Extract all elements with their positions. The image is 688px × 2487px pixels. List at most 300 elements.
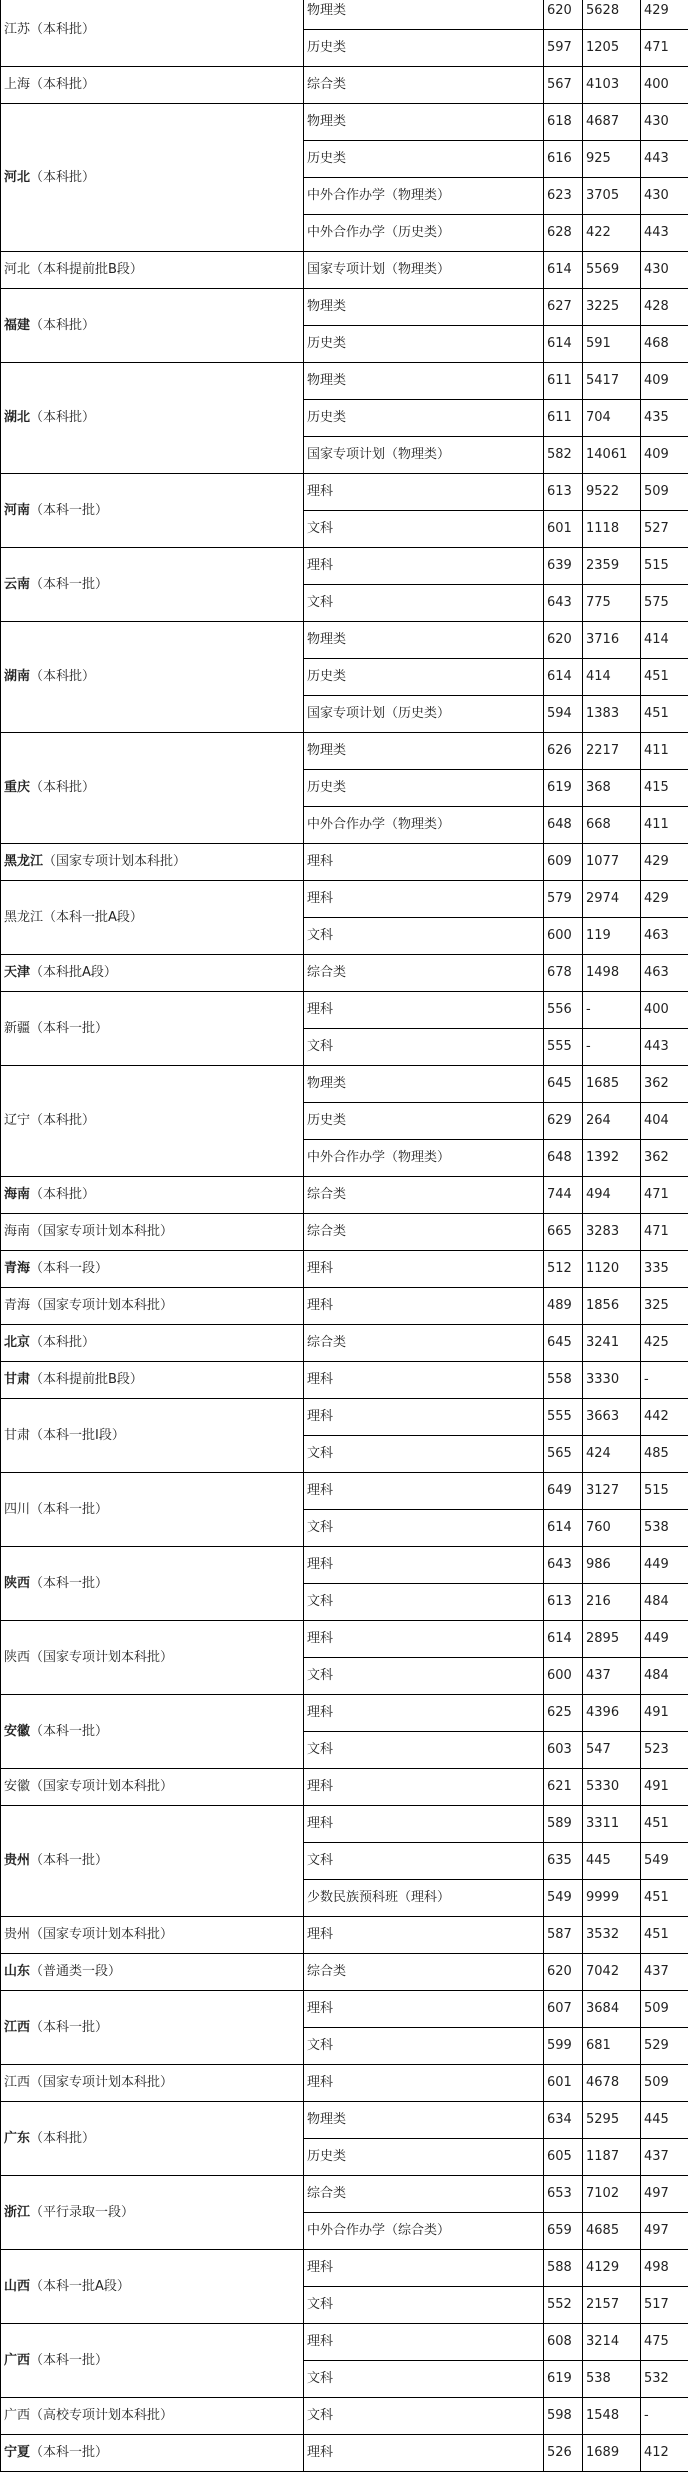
- score-cell: 643: [544, 585, 583, 622]
- batch-label: （本科一批）: [30, 1723, 109, 1739]
- category-cell: 文科: [304, 1029, 544, 1066]
- control-line-cell: 517: [641, 2287, 688, 2324]
- category-cell: 理科: [304, 548, 544, 585]
- score-cell: 635: [544, 1843, 583, 1880]
- rank-cell: 760: [583, 1510, 641, 1547]
- category-cell: 理科: [304, 1806, 544, 1843]
- score-cell: 634: [544, 2102, 583, 2139]
- province-name: 广东: [4, 2130, 31, 2146]
- rank-cell: 5330: [583, 1769, 641, 1806]
- rank-cell: 119: [583, 918, 641, 955]
- rank-cell: 5628: [583, 0, 641, 30]
- score-cell: 600: [544, 1658, 583, 1695]
- rank-cell: 3684: [583, 1991, 641, 2028]
- province-cell: [1, 955, 304, 992]
- province-cell: [1, 1547, 304, 1621]
- control-line-cell: 523: [641, 1732, 688, 1769]
- table-row: [1, 1214, 688, 1251]
- province-cell: [1, 2065, 304, 2102]
- score-cell: 665: [544, 1214, 583, 1251]
- province-cell: [1, 1954, 304, 1991]
- table-row: [1, 2250, 688, 2287]
- rank-cell: 422: [583, 215, 641, 252]
- batch-label: （本科一批）: [30, 1853, 109, 1868]
- batch-label: 四川（本科一批）: [4, 1501, 109, 1517]
- province-cell: [1, 1621, 304, 1695]
- category-cell: 历史类: [304, 141, 544, 178]
- control-line-cell: 484: [641, 1584, 688, 1621]
- category-cell: 理科: [304, 1362, 544, 1399]
- score-cell: 621: [544, 1769, 583, 1806]
- table-row: [1, 1769, 688, 1806]
- province-cell: [1, 474, 304, 548]
- batch-label: （本科提前批B段）: [30, 1372, 143, 1387]
- score-cell: 620: [544, 1954, 583, 1991]
- province-cell: [1, 1991, 304, 2065]
- category-cell: 物理类: [304, 363, 544, 400]
- province-cell: [1, 2102, 304, 2176]
- rank-cell: 1685: [583, 1066, 641, 1103]
- category-cell: 文科: [304, 2287, 544, 2324]
- rank-cell: 2895: [583, 1621, 641, 1658]
- table-row: [1, 2176, 688, 2213]
- category-cell: 综合类: [304, 1325, 544, 1362]
- category-cell: 物理类: [304, 622, 544, 659]
- batch-label: （本科一段）: [30, 1261, 109, 1276]
- control-line-cell: 515: [641, 1473, 688, 1510]
- batch-label: （本科批）: [30, 410, 96, 425]
- category-cell: 国家专项计划（历史类）: [304, 696, 544, 733]
- category-cell: 理科: [304, 1288, 544, 1325]
- control-line-cell: 532: [641, 2361, 688, 2398]
- province-cell: [1, 1214, 304, 1251]
- control-line-cell: 411: [641, 807, 688, 844]
- rank-cell: 2974: [583, 881, 641, 918]
- rank-cell: 414: [583, 659, 641, 696]
- control-line-cell: 362: [641, 1066, 688, 1103]
- category-cell: 文科: [304, 1732, 544, 1769]
- category-cell: 物理类: [304, 1066, 544, 1103]
- control-line-cell: 451: [641, 1806, 688, 1843]
- control-line-cell: 451: [641, 1917, 688, 1954]
- rank-cell: 264: [583, 1103, 641, 1140]
- category-cell: 国家专项计划（物理类）: [304, 252, 544, 289]
- province-name: 陕西: [4, 1575, 31, 1591]
- province-name: 河南: [4, 502, 31, 518]
- control-line-cell: 471: [641, 30, 688, 67]
- score-cell: 526: [544, 2435, 583, 2472]
- score-cell: 611: [544, 400, 583, 437]
- province-cell: [1, 363, 304, 474]
- batch-label: （本科批）: [30, 1335, 96, 1350]
- control-line-cell: 491: [641, 1695, 688, 1732]
- province-cell: [1, 1251, 304, 1288]
- category-cell: 理科: [304, 2324, 544, 2361]
- table-row: [1, 289, 688, 326]
- rank-cell: 3127: [583, 1473, 641, 1510]
- province-name: 河北: [4, 169, 31, 185]
- category-cell: 物理类: [304, 104, 544, 141]
- table-row: [1, 104, 688, 141]
- table-row: [1, 2435, 688, 2472]
- province-name: 宁夏: [4, 2445, 31, 2460]
- province-cell: [1, 104, 304, 252]
- table-row: [1, 1621, 688, 1658]
- province-name: 山东: [4, 1964, 31, 1979]
- rank-cell: 4678: [583, 2065, 641, 2102]
- score-cell: 619: [544, 2361, 583, 2398]
- table-row: [1, 1251, 688, 1288]
- control-line-cell: 451: [641, 696, 688, 733]
- province-name: 甘肃: [4, 1372, 31, 1387]
- province-cell: [1, 1362, 304, 1399]
- control-line-cell: 575: [641, 585, 688, 622]
- control-line-cell: 509: [641, 474, 688, 511]
- batch-label: （本科一批）: [30, 1575, 109, 1591]
- province-cell: [1, 1325, 304, 1362]
- category-cell: 历史类: [304, 2139, 544, 2176]
- score-cell: 555: [544, 1029, 583, 1066]
- rank-cell: 3214: [583, 2324, 641, 2361]
- rank-cell: 704: [583, 400, 641, 437]
- category-cell: 理科: [304, 1251, 544, 1288]
- category-cell: 历史类: [304, 326, 544, 363]
- province-cell: [1, 2324, 304, 2398]
- rank-cell: 1118: [583, 511, 641, 548]
- batch-label: （本科一批）: [30, 2019, 109, 2035]
- table-row: [1, 67, 688, 104]
- table-row: [1, 1177, 688, 1214]
- score-cell: 639: [544, 548, 583, 585]
- score-cell: 549: [544, 1880, 583, 1917]
- rank-cell: -: [583, 1029, 641, 1066]
- rank-cell: 5295: [583, 2102, 641, 2139]
- control-line-cell: 509: [641, 1991, 688, 2028]
- table-row: [1, 2324, 688, 2361]
- score-cell: 614: [544, 1621, 583, 1658]
- control-line-cell: 430: [641, 252, 688, 289]
- control-line-cell: 468: [641, 326, 688, 363]
- rank-cell: 4129: [583, 2250, 641, 2287]
- category-cell: 理科: [304, 1547, 544, 1584]
- rank-cell: 2217: [583, 733, 641, 770]
- batch-label: （本科批）: [30, 2130, 96, 2146]
- score-cell: 605: [544, 2139, 583, 2176]
- rank-cell: 4687: [583, 104, 641, 141]
- province-cell: [1, 2435, 304, 2472]
- rank-cell: 3241: [583, 1325, 641, 1362]
- category-cell: 中外合作办学（物理类）: [304, 807, 544, 844]
- rank-cell: 547: [583, 1732, 641, 1769]
- table-row: [1, 2398, 688, 2435]
- score-cell: 597: [544, 30, 583, 67]
- category-cell: 理科: [304, 1695, 544, 1732]
- category-cell: 文科: [304, 1658, 544, 1695]
- category-cell: 理科: [304, 474, 544, 511]
- province-name: 浙江: [4, 2204, 31, 2220]
- batch-label: （国家专项计划本科批）: [43, 854, 187, 869]
- table-row: [1, 1288, 688, 1325]
- control-line-cell: 411: [641, 733, 688, 770]
- control-line-cell: 515: [641, 548, 688, 585]
- rank-cell: 3311: [583, 1806, 641, 1843]
- score-cell: 598: [544, 2398, 583, 2435]
- category-cell: 文科: [304, 918, 544, 955]
- category-cell: 物理类: [304, 733, 544, 770]
- batch-label: （平行录取一段）: [30, 2204, 135, 2220]
- score-cell: 512: [544, 1251, 583, 1288]
- control-line-cell: 414: [641, 622, 688, 659]
- control-line-cell: 451: [641, 1880, 688, 1917]
- control-line-cell: 497: [641, 2176, 688, 2213]
- province-cell: [1, 844, 304, 881]
- province-name: 江西: [4, 2019, 31, 2035]
- category-cell: 文科: [304, 585, 544, 622]
- batch-label: 辽宁（本科批）: [4, 1113, 96, 1128]
- score-cell: 620: [544, 622, 583, 659]
- category-cell: 理科: [304, 1917, 544, 1954]
- rank-cell: 925: [583, 141, 641, 178]
- table-row: [1, 1362, 688, 1399]
- score-cell: 628: [544, 215, 583, 252]
- score-cell: 623: [544, 178, 583, 215]
- score-cell: 601: [544, 2065, 583, 2102]
- table-row: [1, 844, 688, 881]
- score-cell: 645: [544, 1325, 583, 1362]
- rank-cell: 591: [583, 326, 641, 363]
- rank-cell: 9522: [583, 474, 641, 511]
- score-cell: 608: [544, 2324, 583, 2361]
- province-cell: [1, 2176, 304, 2250]
- batch-label: （本科一批）: [30, 502, 109, 518]
- category-cell: 文科: [304, 1436, 544, 1473]
- control-line-cell: 400: [641, 992, 688, 1029]
- control-line-cell: 463: [641, 955, 688, 992]
- table-row: [1, 733, 688, 770]
- score-cell: 653: [544, 2176, 583, 2213]
- score-cell: 603: [544, 1732, 583, 1769]
- category-cell: 综合类: [304, 955, 544, 992]
- category-cell: 理科: [304, 2435, 544, 2472]
- control-line-cell: 449: [641, 1547, 688, 1584]
- province-cell: [1, 67, 304, 104]
- control-line-cell: 425: [641, 1325, 688, 1362]
- category-cell: 文科: [304, 2398, 544, 2435]
- control-line-cell: 415: [641, 770, 688, 807]
- category-cell: 理科: [304, 1473, 544, 1510]
- rank-cell: 1120: [583, 1251, 641, 1288]
- category-cell: 文科: [304, 2361, 544, 2398]
- rank-cell: 445: [583, 1843, 641, 1880]
- rank-cell: 3716: [583, 622, 641, 659]
- batch-label: 甘肃（本科一批I段）: [4, 1427, 125, 1443]
- category-cell: 综合类: [304, 67, 544, 104]
- batch-label: 上海（本科批）: [4, 77, 96, 92]
- control-line-cell: 430: [641, 178, 688, 215]
- control-line-cell: 325: [641, 1288, 688, 1325]
- rank-cell: 368: [583, 770, 641, 807]
- rank-cell: 2157: [583, 2287, 641, 2324]
- category-cell: 理科: [304, 2065, 544, 2102]
- control-line-cell: 485: [641, 1436, 688, 1473]
- score-cell: 565: [544, 1436, 583, 1473]
- control-line-cell: 442: [641, 1399, 688, 1436]
- rank-cell: 775: [583, 585, 641, 622]
- province-name: 安徽: [4, 1723, 31, 1739]
- table-row: [1, 363, 688, 400]
- batch-label: 海南（国家专项计划本科批）: [4, 1224, 174, 1239]
- control-line-cell: 475: [641, 2324, 688, 2361]
- score-cell: 626: [544, 733, 583, 770]
- batch-label: 安徽（国家专项计划本科批）: [4, 1779, 174, 1794]
- rank-cell: 3705: [583, 178, 641, 215]
- score-cell: 601: [544, 511, 583, 548]
- category-cell: 理科: [304, 992, 544, 1029]
- score-cell: 744: [544, 1177, 583, 1214]
- category-cell: 物理类: [304, 0, 544, 30]
- category-cell: 中外合作办学（历史类）: [304, 215, 544, 252]
- province-name: 湖南: [4, 669, 31, 684]
- control-line-cell: 484: [641, 1658, 688, 1695]
- score-cell: 629: [544, 1103, 583, 1140]
- score-cell: 594: [544, 696, 583, 733]
- category-cell: 综合类: [304, 1177, 544, 1214]
- batch-label: 江西（国家专项计划本科批）: [4, 2075, 174, 2090]
- control-line-cell: 538: [641, 1510, 688, 1547]
- control-line-cell: 471: [641, 1214, 688, 1251]
- category-cell: 文科: [304, 1843, 544, 1880]
- control-line-cell: 428: [641, 289, 688, 326]
- table-row: [1, 474, 688, 511]
- category-cell: 文科: [304, 511, 544, 548]
- province-name: 青海: [4, 1261, 31, 1276]
- control-line-cell: -: [641, 2398, 688, 2435]
- score-cell: 567: [544, 67, 583, 104]
- table-row: [1, 0, 688, 30]
- score-cell: 643: [544, 1547, 583, 1584]
- rank-cell: 3330: [583, 1362, 641, 1399]
- category-cell: 少数民族预科班（理科）: [304, 1880, 544, 1917]
- score-cell: 609: [544, 844, 583, 881]
- province-cell: [1, 252, 304, 289]
- batch-label: （本科一批）: [30, 576, 109, 592]
- province-cell: [1, 1917, 304, 1954]
- batch-label: （本科批）: [30, 780, 96, 795]
- control-line-cell: 471: [641, 1177, 688, 1214]
- province-cell: [1, 1769, 304, 1806]
- rank-cell: 7102: [583, 2176, 641, 2213]
- table-row: [1, 1917, 688, 1954]
- batch-label: （本科一批A段）: [30, 2278, 130, 2294]
- control-line-cell: 429: [641, 881, 688, 918]
- score-cell: 619: [544, 770, 583, 807]
- category-cell: 文科: [304, 1510, 544, 1547]
- control-line-cell: 362: [641, 1140, 688, 1177]
- score-cell: 659: [544, 2213, 583, 2250]
- score-cell: 620: [544, 0, 583, 30]
- control-line-cell: 449: [641, 1621, 688, 1658]
- category-cell: 物理类: [304, 2102, 544, 2139]
- control-line-cell: 443: [641, 215, 688, 252]
- province-cell: [1, 1806, 304, 1917]
- score-cell: 599: [544, 2028, 583, 2065]
- rank-cell: 1689: [583, 2435, 641, 2472]
- category-cell: 中外合作办学（综合类）: [304, 2213, 544, 2250]
- control-line-cell: 335: [641, 1251, 688, 1288]
- score-cell: 552: [544, 2287, 583, 2324]
- table-row: [1, 1547, 688, 1584]
- table-row: [1, 1806, 688, 1843]
- rank-cell: 4396: [583, 1695, 641, 1732]
- score-cell: 556: [544, 992, 583, 1029]
- rank-cell: 1856: [583, 1288, 641, 1325]
- category-cell: 中外合作办学（物理类）: [304, 178, 544, 215]
- rank-cell: 1383: [583, 696, 641, 733]
- category-cell: 中外合作办学（物理类）: [304, 1140, 544, 1177]
- score-cell: 558: [544, 1362, 583, 1399]
- province-cell: [1, 2398, 304, 2435]
- province-name: 黑龙江: [4, 854, 44, 869]
- category-cell: 综合类: [304, 2176, 544, 2213]
- batch-label: 陕西（国家专项计划本科批）: [4, 1649, 174, 1665]
- score-cell: 614: [544, 252, 583, 289]
- score-cell: 648: [544, 807, 583, 844]
- province-cell: [1, 881, 304, 955]
- batch-label: 黑龙江（本科一批A段）: [4, 909, 143, 925]
- control-line-cell: 527: [641, 511, 688, 548]
- score-cell: 579: [544, 881, 583, 918]
- category-cell: 文科: [304, 1584, 544, 1621]
- province-name: 天津: [4, 965, 31, 980]
- table-row: [1, 881, 688, 918]
- province-cell: [1, 1066, 304, 1177]
- rank-cell: 5417: [583, 363, 641, 400]
- control-line-cell: 437: [641, 1954, 688, 1991]
- table-row: [1, 252, 688, 289]
- province-cell: [1, 1695, 304, 1769]
- table-row: [1, 622, 688, 659]
- score-cell: 645: [544, 1066, 583, 1103]
- table-row: [1, 992, 688, 1029]
- batch-label: 江苏（本科批）: [4, 21, 96, 37]
- score-cell: 614: [544, 659, 583, 696]
- score-cell: 588: [544, 2250, 583, 2287]
- category-cell: 历史类: [304, 659, 544, 696]
- category-cell: 物理类: [304, 289, 544, 326]
- score-cell: 648: [544, 1140, 583, 1177]
- control-line-cell: -: [641, 1362, 688, 1399]
- batch-label: （本科批A段）: [30, 965, 117, 980]
- province-cell: [1, 289, 304, 363]
- control-line-cell: 509: [641, 2065, 688, 2102]
- rank-cell: -: [583, 992, 641, 1029]
- rank-cell: 538: [583, 2361, 641, 2398]
- rank-cell: 5569: [583, 252, 641, 289]
- batch-label: （本科批）: [30, 1187, 96, 1202]
- score-cell: 489: [544, 1288, 583, 1325]
- province-cell: [1, 0, 304, 67]
- rank-cell: 437: [583, 1658, 641, 1695]
- rank-cell: 1498: [583, 955, 641, 992]
- score-cell: 616: [544, 141, 583, 178]
- control-line-cell: 429: [641, 0, 688, 30]
- batch-label: （普通类一段）: [30, 1964, 122, 1979]
- province-cell: [1, 733, 304, 844]
- control-line-cell: 412: [641, 2435, 688, 2472]
- control-line-cell: 443: [641, 141, 688, 178]
- province-name: 福建: [4, 317, 31, 333]
- control-line-cell: 529: [641, 2028, 688, 2065]
